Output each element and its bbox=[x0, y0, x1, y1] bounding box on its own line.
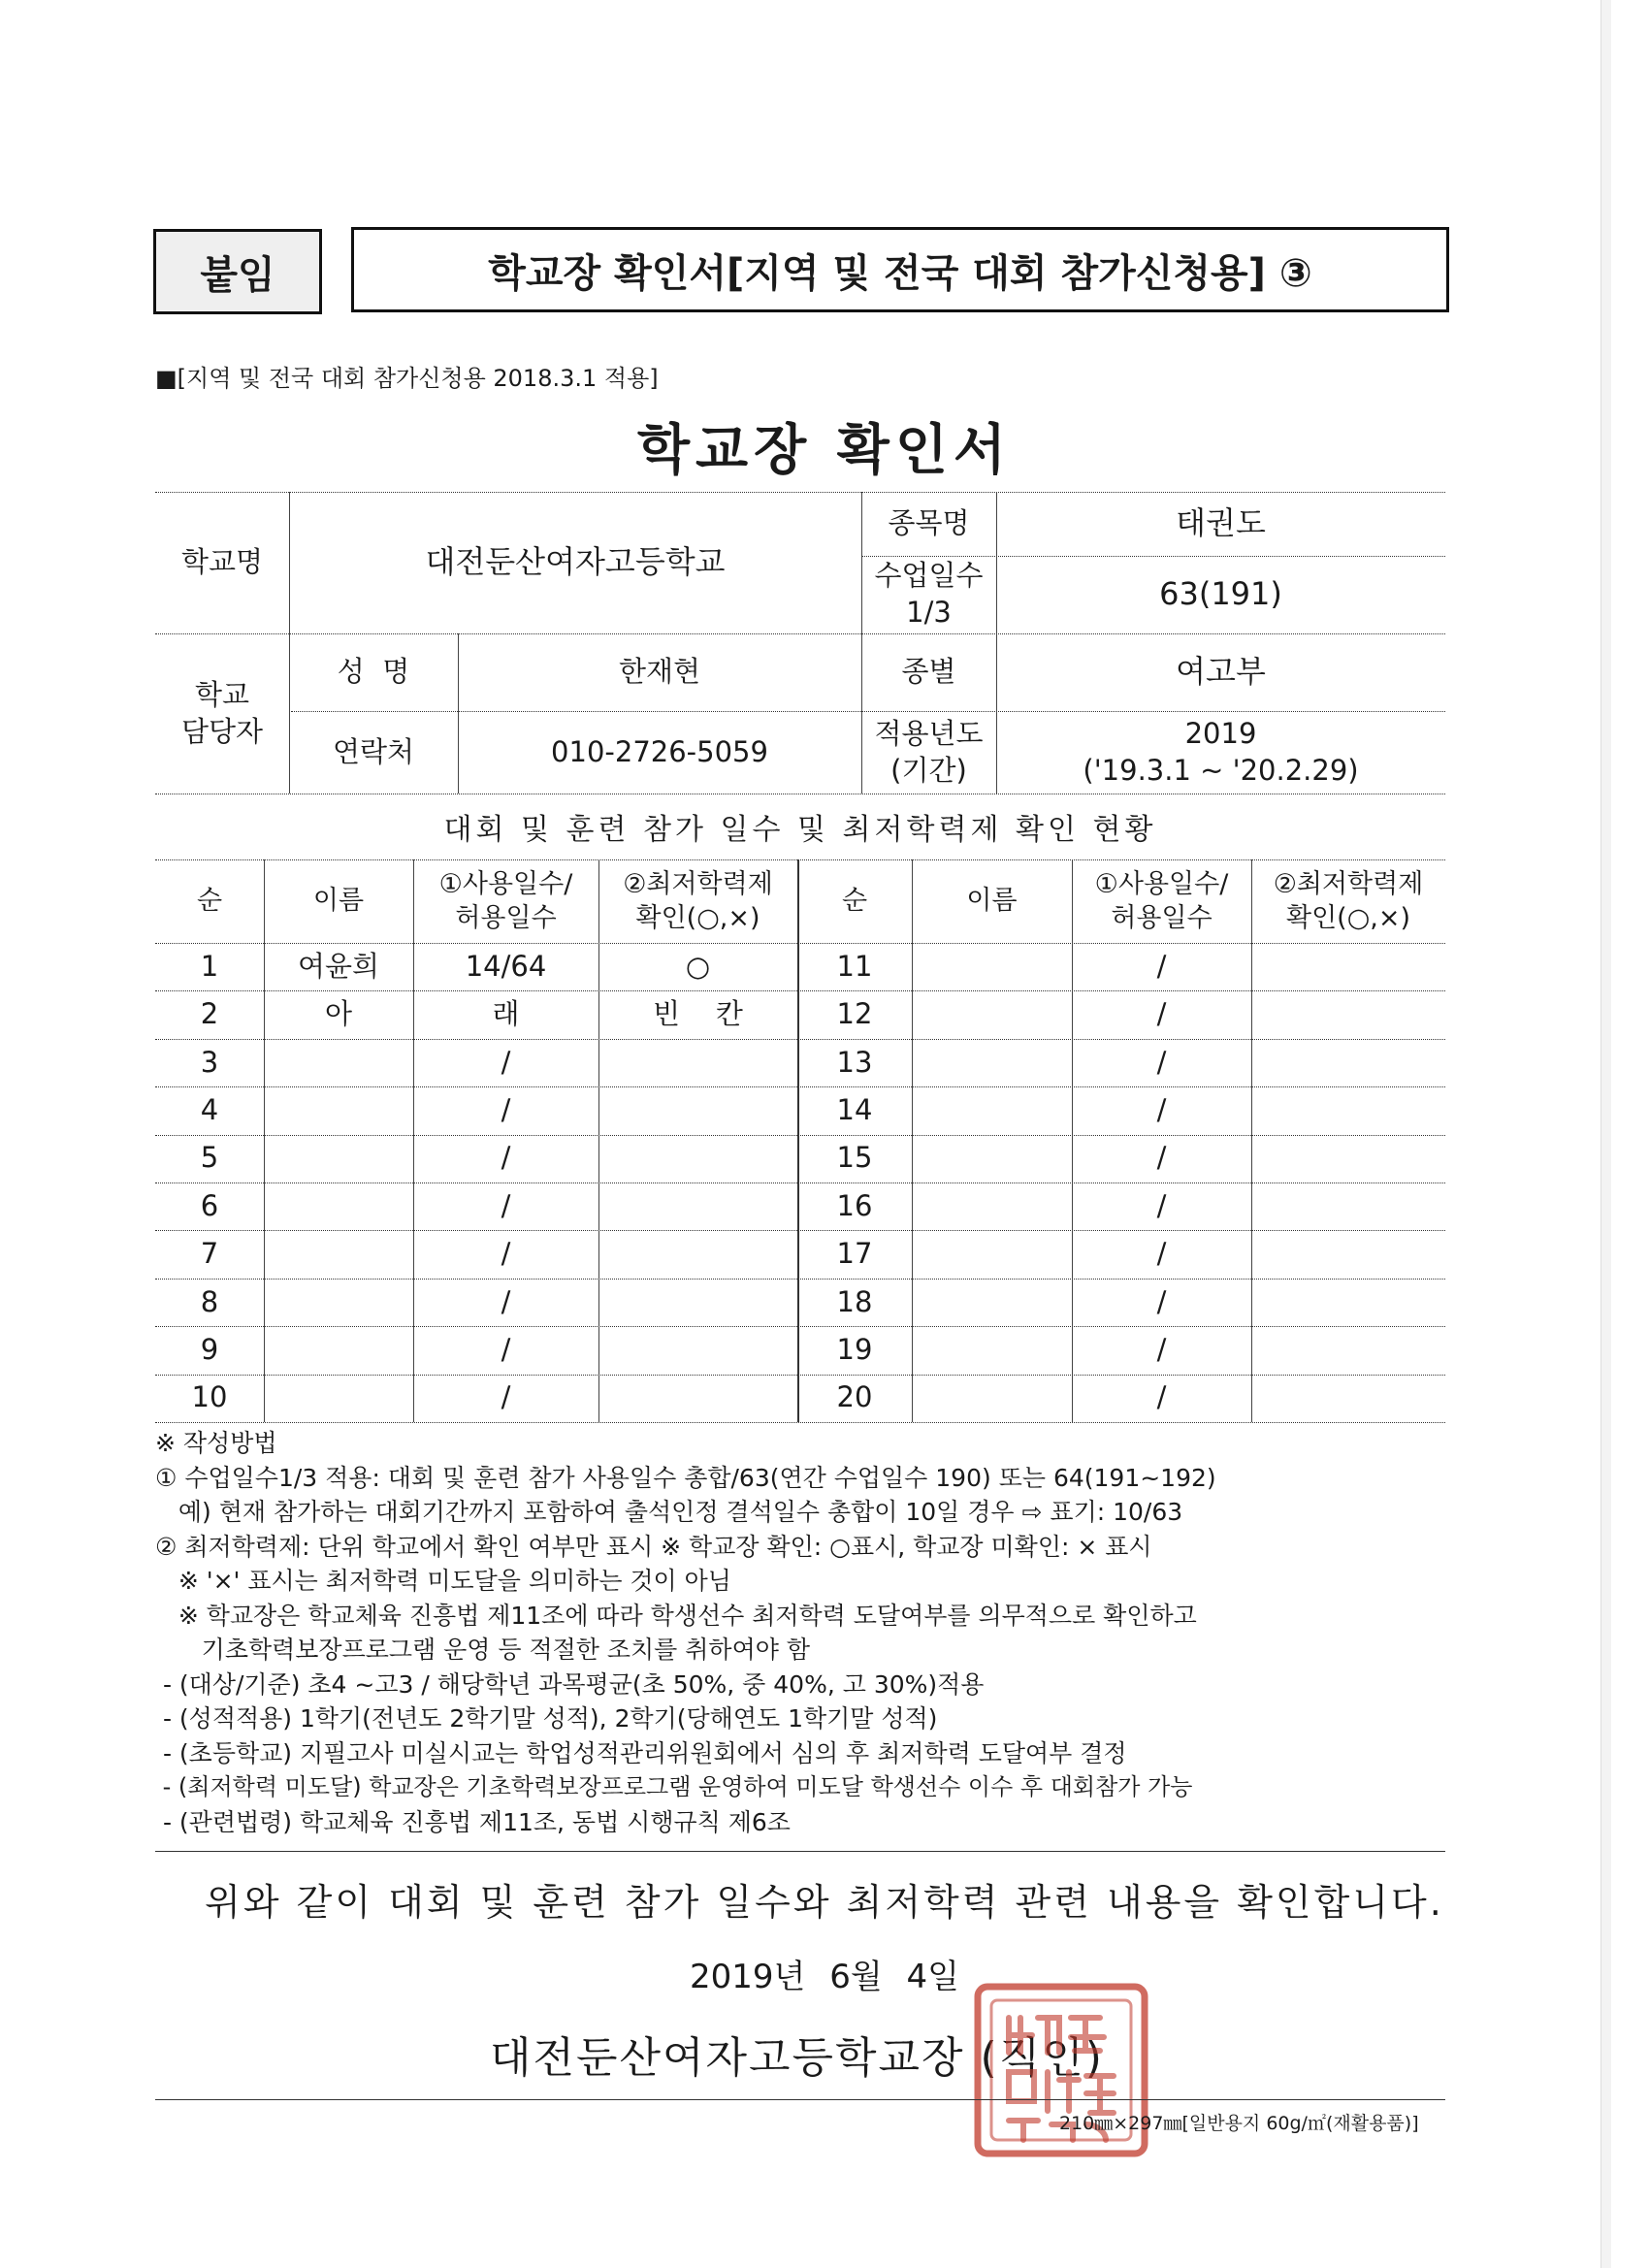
paper-spec: 210㎜×297㎜[일반용지 60g/㎡(재활용품)] bbox=[1059, 2113, 1419, 2134]
category-label: 종별 bbox=[901, 655, 956, 689]
note-line: 기초학력보장프로그램 운영 등 적절한 조치를 취하여야 함 bbox=[155, 1636, 810, 1664]
min-academic-check bbox=[1251, 1039, 1445, 1086]
school-days-value: 63(191) bbox=[1159, 575, 1282, 613]
participant-name bbox=[912, 1375, 1072, 1422]
days-used: / bbox=[501, 1188, 511, 1222]
confirmation-statement: 위와 같이 대회 및 훈련 참가 일수와 최저학력 관련 내용을 확인합니다. bbox=[205, 1881, 1444, 1924]
note-line: - (최저학력 미도달) 학교장은 기초학력보장프로그램 운영하여 미도달 학생선수 이수 후 대회참가 가능 bbox=[155, 1773, 1193, 1800]
col-days-header: ①사용일수/ 허용일수 bbox=[438, 868, 573, 933]
days-used: / bbox=[1156, 997, 1167, 1031]
min-academic-check: ○ bbox=[685, 949, 711, 983]
participant-name: 아 bbox=[324, 997, 352, 1031]
contact-value: 010-2726-5059 bbox=[551, 734, 768, 768]
row-number: 16 bbox=[836, 1188, 873, 1222]
participant-name bbox=[264, 1375, 413, 1422]
note-line: ※ '×' 표시는 최저학력 미도달을 의미하는 것이 아님 bbox=[155, 1567, 731, 1595]
participant-name bbox=[912, 1230, 1072, 1278]
days-used: / bbox=[1156, 949, 1167, 983]
min-academic-check bbox=[1251, 990, 1445, 1038]
days-used: / bbox=[501, 1093, 511, 1127]
participant-name bbox=[912, 1183, 1072, 1230]
note-line: ※ 학교장은 학교체육 진흥법 제11조에 따라 학생선수 최저학력 도달여부를 의무적으로 확인하고 bbox=[155, 1601, 1197, 1630]
participant-name bbox=[912, 943, 1072, 990]
form-title-box bbox=[351, 227, 1449, 312]
row-number: 4 bbox=[200, 1093, 219, 1127]
days-used: / bbox=[501, 1380, 511, 1414]
min-academic-check bbox=[598, 1375, 797, 1422]
days-used: / bbox=[1156, 1188, 1167, 1222]
min-academic-check bbox=[1251, 1230, 1445, 1278]
participant-name bbox=[912, 1135, 1072, 1183]
participant-name bbox=[912, 1086, 1072, 1134]
row-number: 6 bbox=[200, 1188, 219, 1222]
contact-label: 연락처 bbox=[332, 734, 415, 768]
school-name-label: 학교명 bbox=[180, 545, 264, 579]
min-academic-check bbox=[598, 1326, 797, 1374]
days-used: / bbox=[1156, 1237, 1167, 1271]
participant-name bbox=[912, 1039, 1072, 1086]
row-number: 18 bbox=[836, 1284, 873, 1318]
row-number: 9 bbox=[200, 1333, 219, 1367]
row-number: 8 bbox=[200, 1284, 219, 1318]
days-used: / bbox=[1156, 1093, 1167, 1127]
attachment-tag-label: 붙임 bbox=[200, 252, 275, 298]
row-number: 17 bbox=[836, 1237, 873, 1271]
row-number: 7 bbox=[200, 1237, 219, 1271]
row-number: 1 bbox=[200, 949, 219, 983]
days-used: / bbox=[1156, 1333, 1167, 1367]
days-used: / bbox=[1156, 1284, 1167, 1318]
document-title: 학교장 확인서 bbox=[636, 419, 1013, 482]
school-days-label: 수업일수 1/3 bbox=[874, 559, 984, 629]
min-academic-check bbox=[1251, 1375, 1445, 1422]
days-used: / bbox=[1156, 1141, 1167, 1175]
min-academic-check bbox=[598, 1039, 797, 1086]
scan-edge bbox=[1600, 0, 1611, 2268]
min-academic-check bbox=[1251, 1135, 1445, 1183]
participant-name: 여윤희 bbox=[297, 949, 380, 983]
min-academic-check bbox=[1251, 1086, 1445, 1134]
min-academic-check: 빈 칸 bbox=[653, 997, 743, 1031]
row-number: 13 bbox=[836, 1045, 873, 1079]
row-number: 19 bbox=[836, 1333, 873, 1367]
notes-divider bbox=[155, 1851, 1445, 1852]
min-academic-check bbox=[1251, 1279, 1445, 1326]
participant-name bbox=[264, 1183, 413, 1230]
participant-name bbox=[264, 1230, 413, 1278]
note-line: ② 최저학력제: 단위 학교에서 확인 여부만 표시 ※ 학교장 확인: ○표시, 학교장 미확인: × 표시 bbox=[155, 1532, 1152, 1561]
col-no-header: 순 bbox=[841, 886, 868, 917]
staff-name-label: 성 명 bbox=[337, 655, 410, 689]
days-used: / bbox=[1156, 1045, 1167, 1079]
row-number: 3 bbox=[200, 1045, 219, 1079]
sport-value: 태권도 bbox=[1176, 504, 1266, 542]
min-academic-check bbox=[1251, 943, 1445, 990]
days-used: / bbox=[1156, 1380, 1167, 1414]
footer-line bbox=[155, 2099, 1445, 2100]
min-academic-check bbox=[1251, 1326, 1445, 1374]
note-line: ※ 작성방법 bbox=[155, 1429, 277, 1457]
days-used: / bbox=[501, 1284, 511, 1318]
sport-label: 종목명 bbox=[888, 506, 970, 540]
participant-name bbox=[264, 1279, 413, 1326]
category-value: 여고부 bbox=[1176, 653, 1266, 691]
min-academic-check bbox=[598, 1135, 797, 1183]
principal-signature: 대전둔산여자고등학교장 (직인) bbox=[490, 2033, 1104, 2083]
min-academic-check bbox=[598, 1279, 797, 1326]
staff-label: 학교 담당자 bbox=[180, 677, 264, 748]
col-check-header: ②최저학력제 확인(○,×) bbox=[623, 868, 773, 933]
days-used: / bbox=[501, 1045, 511, 1079]
participant-name bbox=[264, 1135, 413, 1183]
row-number: 20 bbox=[836, 1380, 873, 1414]
min-academic-check bbox=[598, 1086, 797, 1134]
participant-name bbox=[912, 990, 1072, 1038]
days-used: 14/64 bbox=[465, 949, 547, 983]
min-academic-check bbox=[1251, 1183, 1445, 1230]
note-line: 예) 현재 참가하는 대회기간까지 포함하여 출석인정 결석일수 총합이 10일 경우 ⇨ 표기: 10/63 bbox=[155, 1498, 1183, 1526]
section-title: 대회 및 훈련 참가 일수 및 최저학력제 확인 현황 bbox=[443, 813, 1157, 847]
min-academic-check bbox=[598, 1230, 797, 1278]
note-line: - (대상/기준) 초4 ~고3 / 해당학년 과목평균(초 50%, 중 40%, 고 30%)적용 bbox=[155, 1669, 985, 1699]
applicability-note: ■[지역 및 전국 대회 참가신청용 2018.3.1 적용] bbox=[155, 365, 659, 392]
writing-instructions bbox=[155, 1426, 1455, 1839]
days-used: / bbox=[501, 1237, 511, 1271]
note-line: - (성적적용) 1학기(전년도 2학기말 성적), 2학기(당해연도 1학기말 성적) bbox=[155, 1704, 938, 1733]
participant-name bbox=[264, 1086, 413, 1134]
participant-name bbox=[264, 1326, 413, 1374]
row-number: 2 bbox=[200, 997, 219, 1031]
col-name-header: 이름 bbox=[966, 886, 1018, 917]
participant-name bbox=[912, 1326, 1072, 1374]
min-academic-check bbox=[598, 1183, 797, 1230]
note-line: - (관련법령) 학교체육 진흥법 제11조, 동법 시행규칙 제6조 bbox=[155, 1807, 791, 1836]
row-number: 11 bbox=[836, 949, 873, 983]
participant-name bbox=[912, 1279, 1072, 1326]
issue-date: 2019년 6월 4일 bbox=[690, 1958, 959, 1996]
row-number: 15 bbox=[836, 1141, 873, 1175]
staff-name-value: 한재현 bbox=[618, 655, 701, 689]
attachment-tag bbox=[153, 229, 322, 314]
year-label: 적용년도 (기간) bbox=[874, 716, 984, 787]
note-line: - (초등학교) 지필고사 미실시교는 학업성적관리위원회에서 심의 후 최저학력 도달여부 결정 bbox=[155, 1738, 1127, 1767]
note-line: ① 수업일수1/3 적용: 대회 및 훈련 참가 사용일수 총합/63(연간 수업일수 190) 또는 64(191~192) bbox=[155, 1463, 1216, 1492]
col-name-header: 이름 bbox=[312, 886, 365, 917]
row-number: 14 bbox=[836, 1093, 873, 1127]
row-number: 10 bbox=[191, 1380, 228, 1414]
col-no-header: 순 bbox=[196, 886, 223, 917]
participant-name bbox=[264, 1039, 413, 1086]
year-value: 2019 ('19.3.1 ~ '20.2.29) bbox=[1083, 716, 1359, 787]
table-line bbox=[155, 1422, 1445, 1423]
col-check-header: ②최저학력제 확인(○,×) bbox=[1273, 868, 1424, 933]
row-number: 5 bbox=[200, 1141, 219, 1175]
row-number: 12 bbox=[836, 997, 873, 1031]
school-name-value: 대전둔산여자고등학교 bbox=[425, 543, 726, 581]
form-title: 학교장 확인서[지역 및 전국 대회 참가신청용] ③ bbox=[488, 250, 1312, 296]
days-used: / bbox=[501, 1141, 511, 1175]
days-used: 래 bbox=[492, 997, 520, 1031]
col-days-header: ①사용일수/ 허용일수 bbox=[1094, 868, 1229, 933]
days-used: / bbox=[501, 1333, 511, 1367]
